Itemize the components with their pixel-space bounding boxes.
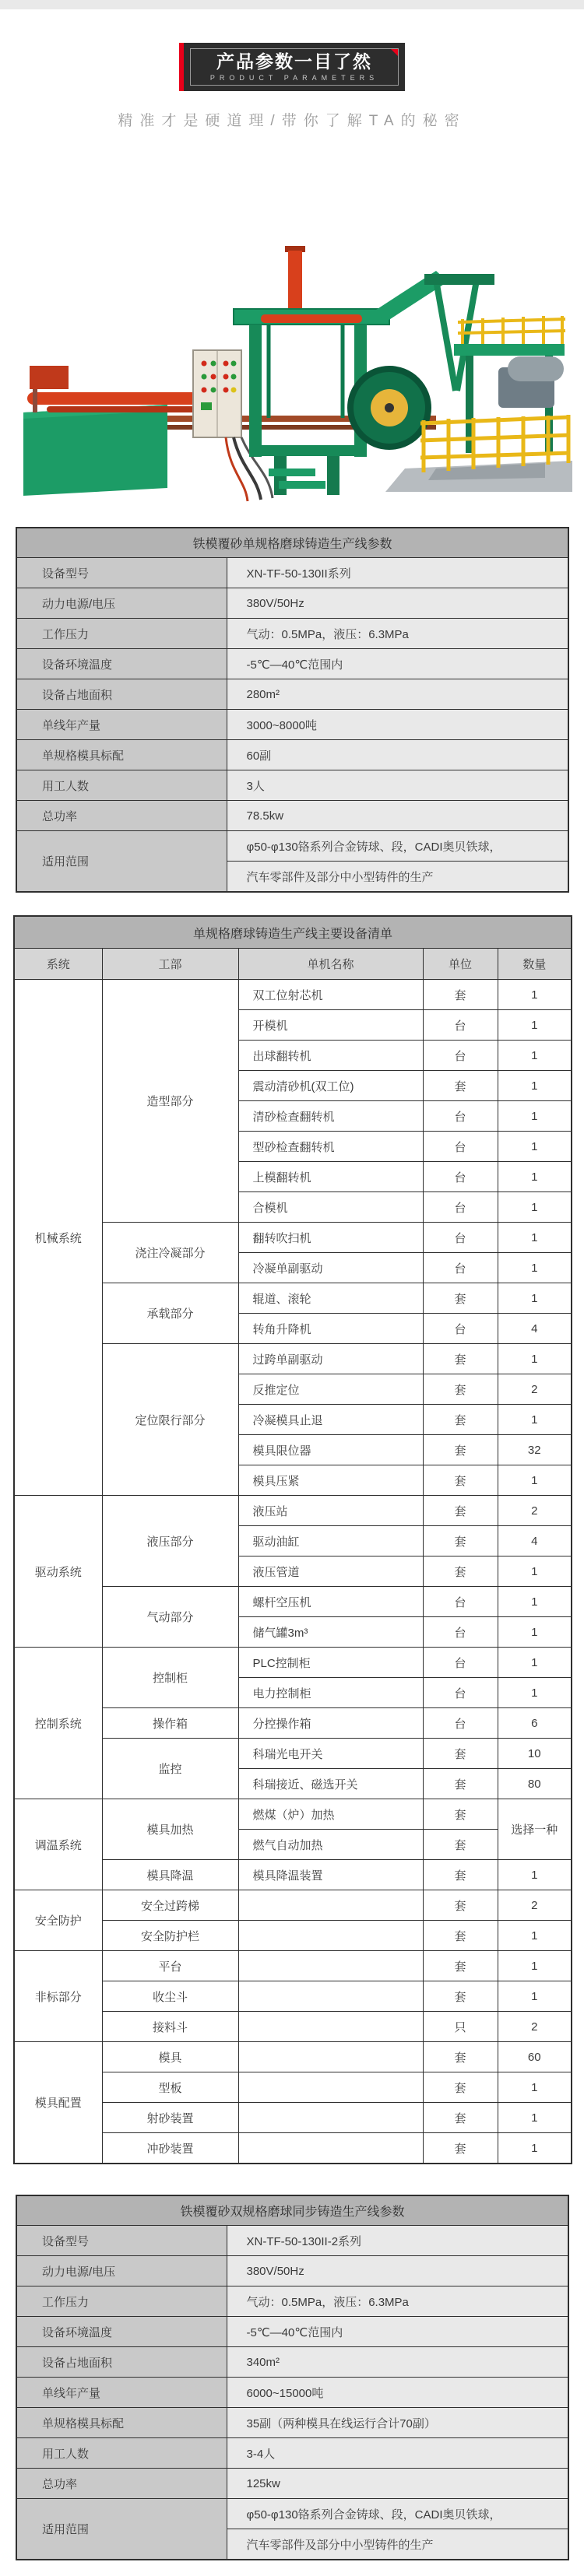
qty-cell: 1 — [498, 1071, 572, 1101]
table-row — [16, 2226, 568, 2256]
unit-cell: 套 — [423, 2103, 498, 2133]
table-row — [16, 801, 568, 831]
system-cell: 非标部分 — [14, 1951, 102, 2042]
unit-cell: 台 — [423, 1253, 498, 1283]
param-value: 气动：0.5MPa，液压：6.3MPa — [227, 619, 568, 649]
unit-cell: 台 — [423, 1010, 498, 1041]
equipment-name-cell: 液压站 — [238, 1496, 423, 1526]
top-gray-strip — [0, 0, 584, 9]
qty-cell: 1 — [498, 1344, 572, 1374]
qty-cell: 4 — [498, 1314, 572, 1344]
table2-title: 单规格磨球铸造生产线主要设备清单 — [14, 916, 572, 949]
bottom-white-space — [0, 2560, 584, 2576]
qty-cell: 1 — [498, 1283, 572, 1314]
equipment-name-cell: 分控操作箱 — [238, 1708, 423, 1739]
unit-cell: 台 — [423, 1708, 498, 1739]
qty-cell: 1 — [498, 1951, 572, 1981]
param-value: 125kw — [227, 2469, 568, 2499]
equipment-name-cell — [238, 1951, 423, 1981]
part-cell: 射砂装置 — [102, 2103, 238, 2133]
equipment-name-cell — [238, 2012, 423, 2042]
unit-cell: 台 — [423, 1648, 498, 1678]
unit-cell: 台 — [423, 1587, 498, 1617]
qty-cell: 6 — [498, 1708, 572, 1739]
part-cell: 浇注冷凝部分 — [102, 1223, 238, 1283]
table-row — [16, 2317, 568, 2347]
param-label: 单规格模具标配 — [16, 2408, 227, 2438]
table-header-row — [14, 949, 572, 980]
part-cell: 接料斗 — [102, 2012, 238, 2042]
col-header-part: 工部 — [102, 949, 238, 980]
unit-cell: 套 — [423, 1465, 498, 1496]
param-label: 设备型号 — [16, 558, 227, 588]
equipment-list-table — [13, 915, 572, 2164]
system-cell: 控制系统 — [14, 1648, 102, 1799]
unit-cell: 套 — [423, 1556, 498, 1587]
param-value: XN-TF-50-130II-2系列 — [227, 2226, 568, 2256]
part-cell: 控制柜 — [102, 1648, 238, 1708]
table-row — [16, 2286, 568, 2317]
part-cell: 模具 — [102, 2042, 238, 2072]
table-row — [14, 1890, 572, 1921]
part-cell: 气动部分 — [102, 1587, 238, 1648]
param-label: 设备占地面积 — [16, 679, 227, 710]
equipment-name-cell — [238, 2042, 423, 2072]
unit-cell: 台 — [423, 1314, 498, 1344]
unit-cell: 套 — [423, 1951, 498, 1981]
part-cell: 操作箱 — [102, 1708, 238, 1739]
unit-cell: 套 — [423, 1496, 498, 1526]
table-row — [16, 679, 568, 710]
equipment-name-cell: 转角升降机 — [238, 1314, 423, 1344]
unit-cell: 套 — [423, 1405, 498, 1435]
equipment-name-cell: 冷凝模具止退 — [238, 1405, 423, 1435]
equipment-name-cell: 螺杆空压机 — [238, 1587, 423, 1617]
qty-cell: 1 — [498, 1556, 572, 1587]
unit-cell: 台 — [423, 1223, 498, 1253]
qty-cell: 60 — [498, 2042, 572, 2072]
unit-cell: 套 — [423, 1921, 498, 1951]
param-value: 气动：0.5MPa，液压：6.3MPa — [227, 2286, 568, 2317]
qty-cell: 1 — [498, 1223, 572, 1253]
col-header-qty: 数量 — [498, 949, 572, 980]
part-cell: 收尘斗 — [102, 1981, 238, 2012]
param-value: φ50-φ130铬系列合金铸球、段，CADI奥贝铁球， — [227, 2499, 568, 2529]
qty-cell: 2 — [498, 1374, 572, 1405]
qty-cell: 1 — [498, 1405, 572, 1435]
single-spec-params-table — [16, 527, 569, 893]
unit-cell: 套 — [423, 1860, 498, 1890]
col-header-system: 系统 — [14, 949, 102, 980]
unit-cell: 套 — [423, 980, 498, 1010]
param-value: 3000~8000吨 — [227, 710, 568, 740]
qty-cell: 1 — [498, 2072, 572, 2103]
part-cell: 平台 — [102, 1951, 238, 1981]
part-cell: 安全防护栏 — [102, 1921, 238, 1951]
system-cell: 调温系统 — [14, 1799, 102, 1890]
system-cell: 模具配置 — [14, 2042, 102, 2164]
equipment-name-cell — [238, 1981, 423, 2012]
equipment-name-cell: 燃煤（炉）加热 — [238, 1799, 423, 1830]
param-label: 总功率 — [16, 801, 227, 831]
unit-cell: 套 — [423, 1374, 498, 1405]
unit-cell: 台 — [423, 1101, 498, 1132]
param-value: XN-TF-50-130II系列 — [227, 558, 568, 588]
part-cell: 液压部分 — [102, 1496, 238, 1587]
equipment-name-cell — [238, 2133, 423, 2164]
param-label: 设备环境温度 — [16, 649, 227, 679]
part-cell: 冲砂装置 — [102, 2133, 238, 2164]
table-row — [16, 619, 568, 649]
table-row — [16, 740, 568, 770]
production-line-photo — [0, 235, 584, 515]
qty-cell: 1 — [498, 1648, 572, 1678]
qty-cell: 2 — [498, 2012, 572, 2042]
param-label: 单规格模具标配 — [16, 740, 227, 770]
unit-cell: 套 — [423, 1769, 498, 1799]
equipment-name-cell — [238, 1890, 423, 1921]
param-label: 设备型号 — [16, 2226, 227, 2256]
qty-cell: 32 — [498, 1435, 572, 1465]
unit-cell: 套 — [423, 1435, 498, 1465]
equipment-name-cell: 液压管道 — [238, 1556, 423, 1587]
equipment-name-cell: 模具限位器 — [238, 1435, 423, 1465]
equipment-name-cell — [238, 1921, 423, 1951]
qty-cell: 2 — [498, 1496, 572, 1526]
qty-cell: 1 — [498, 1617, 572, 1648]
qty-cell: 4 — [498, 1526, 572, 1556]
equipment-name-cell: 震动清砂机(双工位) — [238, 1071, 423, 1101]
param-value: -5℃—40℃范围内 — [227, 649, 568, 679]
table-row — [16, 2499, 568, 2529]
part-cell: 型板 — [102, 2072, 238, 2103]
table3-title: 铁模覆砂双规格磨球同步铸造生产线参数 — [16, 2195, 568, 2226]
param-label: 适用范围 — [16, 2499, 227, 2560]
param-value: 3人 — [227, 770, 568, 801]
table-row — [14, 2042, 572, 2072]
equipment-name-cell: 辊道、滚轮 — [238, 1283, 423, 1314]
param-value: 78.5kw — [227, 801, 568, 831]
equipment-name-cell: 电力控制柜 — [238, 1678, 423, 1708]
flywheel — [350, 369, 428, 447]
table-row — [16, 2256, 568, 2286]
unit-cell: 套 — [423, 2042, 498, 2072]
equipment-name-cell — [238, 2072, 423, 2103]
param-label: 用工人数 — [16, 770, 227, 801]
param-label: 适用范围 — [16, 831, 227, 893]
part-cell: 安全过跨梯 — [102, 1890, 238, 1921]
col-header-unit: 单位 — [423, 949, 498, 980]
control-cabinet — [193, 350, 241, 437]
table-row — [16, 649, 568, 679]
equipment-name-cell: 反推定位 — [238, 1374, 423, 1405]
qty-cell: 1 — [498, 1253, 572, 1283]
param-value: 280m² — [227, 679, 568, 710]
unit-cell: 套 — [423, 1526, 498, 1556]
equipment-name-cell: PLC控制柜 — [238, 1648, 423, 1678]
qty-cell: 1 — [498, 1132, 572, 1162]
table-row — [16, 770, 568, 801]
equipment-name-cell: 开模机 — [238, 1010, 423, 1041]
unit-cell: 套 — [423, 2133, 498, 2164]
part-cell: 承载部分 — [102, 1283, 238, 1344]
dual-spec-params-table — [16, 2195, 569, 2560]
table-row — [16, 588, 568, 619]
equipment-name-cell: 科瑞光电开关 — [238, 1739, 423, 1769]
table-row — [14, 1951, 572, 1981]
tagline: 精准才是硬道理/带你了解TA的秘密 — [118, 113, 466, 129]
unit-cell: 只 — [423, 2012, 498, 2042]
unit-cell: 套 — [423, 1739, 498, 1769]
banner-title: 产品参数一目了然 — [216, 51, 372, 72]
unit-cell: 套 — [423, 1830, 498, 1860]
equipment-name-cell: 模具压紧 — [238, 1465, 423, 1496]
param-value: 60副 — [227, 740, 568, 770]
qty-cell: 1 — [498, 980, 572, 1010]
qty-cell: 10 — [498, 1739, 572, 1769]
qty-cell: 1 — [498, 1010, 572, 1041]
banner-wrap — [0, 43, 584, 91]
qty-cell: 1 — [498, 1921, 572, 1951]
col-header-name: 单机名称 — [238, 949, 423, 980]
table-row — [14, 1648, 572, 1678]
unit-cell: 套 — [423, 1890, 498, 1921]
unit-cell: 套 — [423, 1799, 498, 1830]
system-cell: 驱动系统 — [14, 1496, 102, 1648]
qty-cell: 1 — [498, 1041, 572, 1071]
system-cell: 机械系统 — [14, 980, 102, 1496]
part-cell: 模具加热 — [102, 1799, 238, 1860]
table-row — [16, 710, 568, 740]
part-cell: 造型部分 — [102, 980, 238, 1223]
table-row — [16, 2469, 568, 2499]
qty-cell: 1 — [498, 1162, 572, 1192]
unit-cell: 套 — [423, 1283, 498, 1314]
table-row — [16, 2378, 568, 2408]
unit-cell: 台 — [423, 1162, 498, 1192]
unit-cell: 台 — [423, 1678, 498, 1708]
param-value: 6000~15000吨 — [227, 2378, 568, 2408]
table-row — [14, 1799, 572, 1830]
unit-cell: 台 — [423, 1192, 498, 1223]
banner-subtitle: PRODUCT PARAMETERS — [209, 74, 379, 82]
param-label: 动力电源/电压 — [16, 2256, 227, 2286]
unit-cell: 套 — [423, 1981, 498, 2012]
qty-cell: 1 — [498, 1860, 572, 1890]
equipment-name-cell: 翻转吹扫机 — [238, 1223, 423, 1253]
param-value: 3-4人 — [227, 2438, 568, 2469]
red-corner-triangle-icon — [391, 49, 398, 56]
qty-cell: 1 — [498, 1101, 572, 1132]
equipment-name-cell: 冷凝单副驱动 — [238, 1253, 423, 1283]
param-value: 汽车零部件及部分中小型铸件的生产 — [227, 862, 568, 893]
unit-cell: 台 — [423, 1132, 498, 1162]
qty-cell: 1 — [498, 1981, 572, 2012]
equipment-name-cell: 模具降温装置 — [238, 1860, 423, 1890]
qty-cell: 2 — [498, 1890, 572, 1921]
table-row — [14, 1496, 572, 1526]
param-value: 380V/50Hz — [227, 588, 568, 619]
equipment-name-cell: 合模机 — [238, 1192, 423, 1223]
param-label: 总功率 — [16, 2469, 227, 2499]
qty-cell: 80 — [498, 1769, 572, 1799]
table-row — [16, 2408, 568, 2438]
equipment-name-cell: 驱动油缸 — [238, 1526, 423, 1556]
param-label: 设备环境温度 — [16, 2317, 227, 2347]
equipment-name-cell — [238, 2103, 423, 2133]
param-value: 340m² — [227, 2347, 568, 2378]
param-label: 单线年产量 — [16, 710, 227, 740]
param-value: 35副（两种模具在线运行合计70副） — [227, 2408, 568, 2438]
equipment-name-cell: 燃气自动加热 — [238, 1830, 423, 1860]
table-row — [16, 2347, 568, 2378]
system-cell: 安全防护 — [14, 1890, 102, 1951]
param-value: 380V/50Hz — [227, 2256, 568, 2286]
param-value: φ50-φ130铬系列合金铸球、段，CADI奥贝铁球， — [227, 831, 568, 862]
qty-cell: 1 — [498, 1587, 572, 1617]
equipment-name-cell: 出球翻转机 — [238, 1041, 423, 1071]
table-row — [16, 831, 568, 862]
param-label: 设备占地面积 — [16, 2347, 227, 2378]
param-label: 动力电源/电压 — [16, 588, 227, 619]
equipment-name-cell: 储气罐3m³ — [238, 1617, 423, 1648]
equipment-name-cell: 清砂检查翻转机 — [238, 1101, 423, 1132]
param-label: 单线年产量 — [16, 2378, 227, 2408]
qty-cell: 1 — [498, 2133, 572, 2164]
equipment-name-cell: 双工位射芯机 — [238, 980, 423, 1010]
product-parameters-banner — [179, 43, 405, 91]
table-row — [16, 2438, 568, 2469]
param-label: 用工人数 — [16, 2438, 227, 2469]
part-cell: 模具降温 — [102, 1860, 238, 1890]
qty-cell: 1 — [498, 1192, 572, 1223]
qty-cell: 1 — [498, 1678, 572, 1708]
unit-cell: 套 — [423, 1071, 498, 1101]
param-label: 工作压力 — [16, 2286, 227, 2317]
table1-title: 铁模覆砂单规格磨球铸造生产线参数 — [16, 528, 568, 558]
unit-cell: 套 — [423, 2072, 498, 2103]
equipment-name-cell: 型砂检查翻转机 — [238, 1132, 423, 1162]
param-label: 工作压力 — [16, 619, 227, 649]
table-row — [16, 558, 568, 588]
table-row — [14, 980, 572, 1010]
equipment-name-cell: 过跨单副驱动 — [238, 1344, 423, 1374]
unit-cell: 台 — [423, 1041, 498, 1071]
part-cell: 监控 — [102, 1739, 238, 1799]
equipment-name-cell: 科瑞接近、磁选开关 — [238, 1769, 423, 1799]
param-value: 汽车零部件及部分中小型铸件的生产 — [227, 2529, 568, 2560]
qty-cell: 1 — [498, 1465, 572, 1496]
unit-cell: 套 — [423, 1344, 498, 1374]
qty-cell: 1 — [498, 2103, 572, 2133]
part-cell: 定位限行部分 — [102, 1344, 238, 1496]
equipment-name-cell: 上模翻转机 — [238, 1162, 423, 1192]
unit-cell: 台 — [423, 1617, 498, 1648]
param-value: -5℃—40℃范围内 — [227, 2317, 568, 2347]
qty-cell: 选择一种 — [498, 1799, 572, 1860]
left-green-wall — [23, 405, 167, 496]
